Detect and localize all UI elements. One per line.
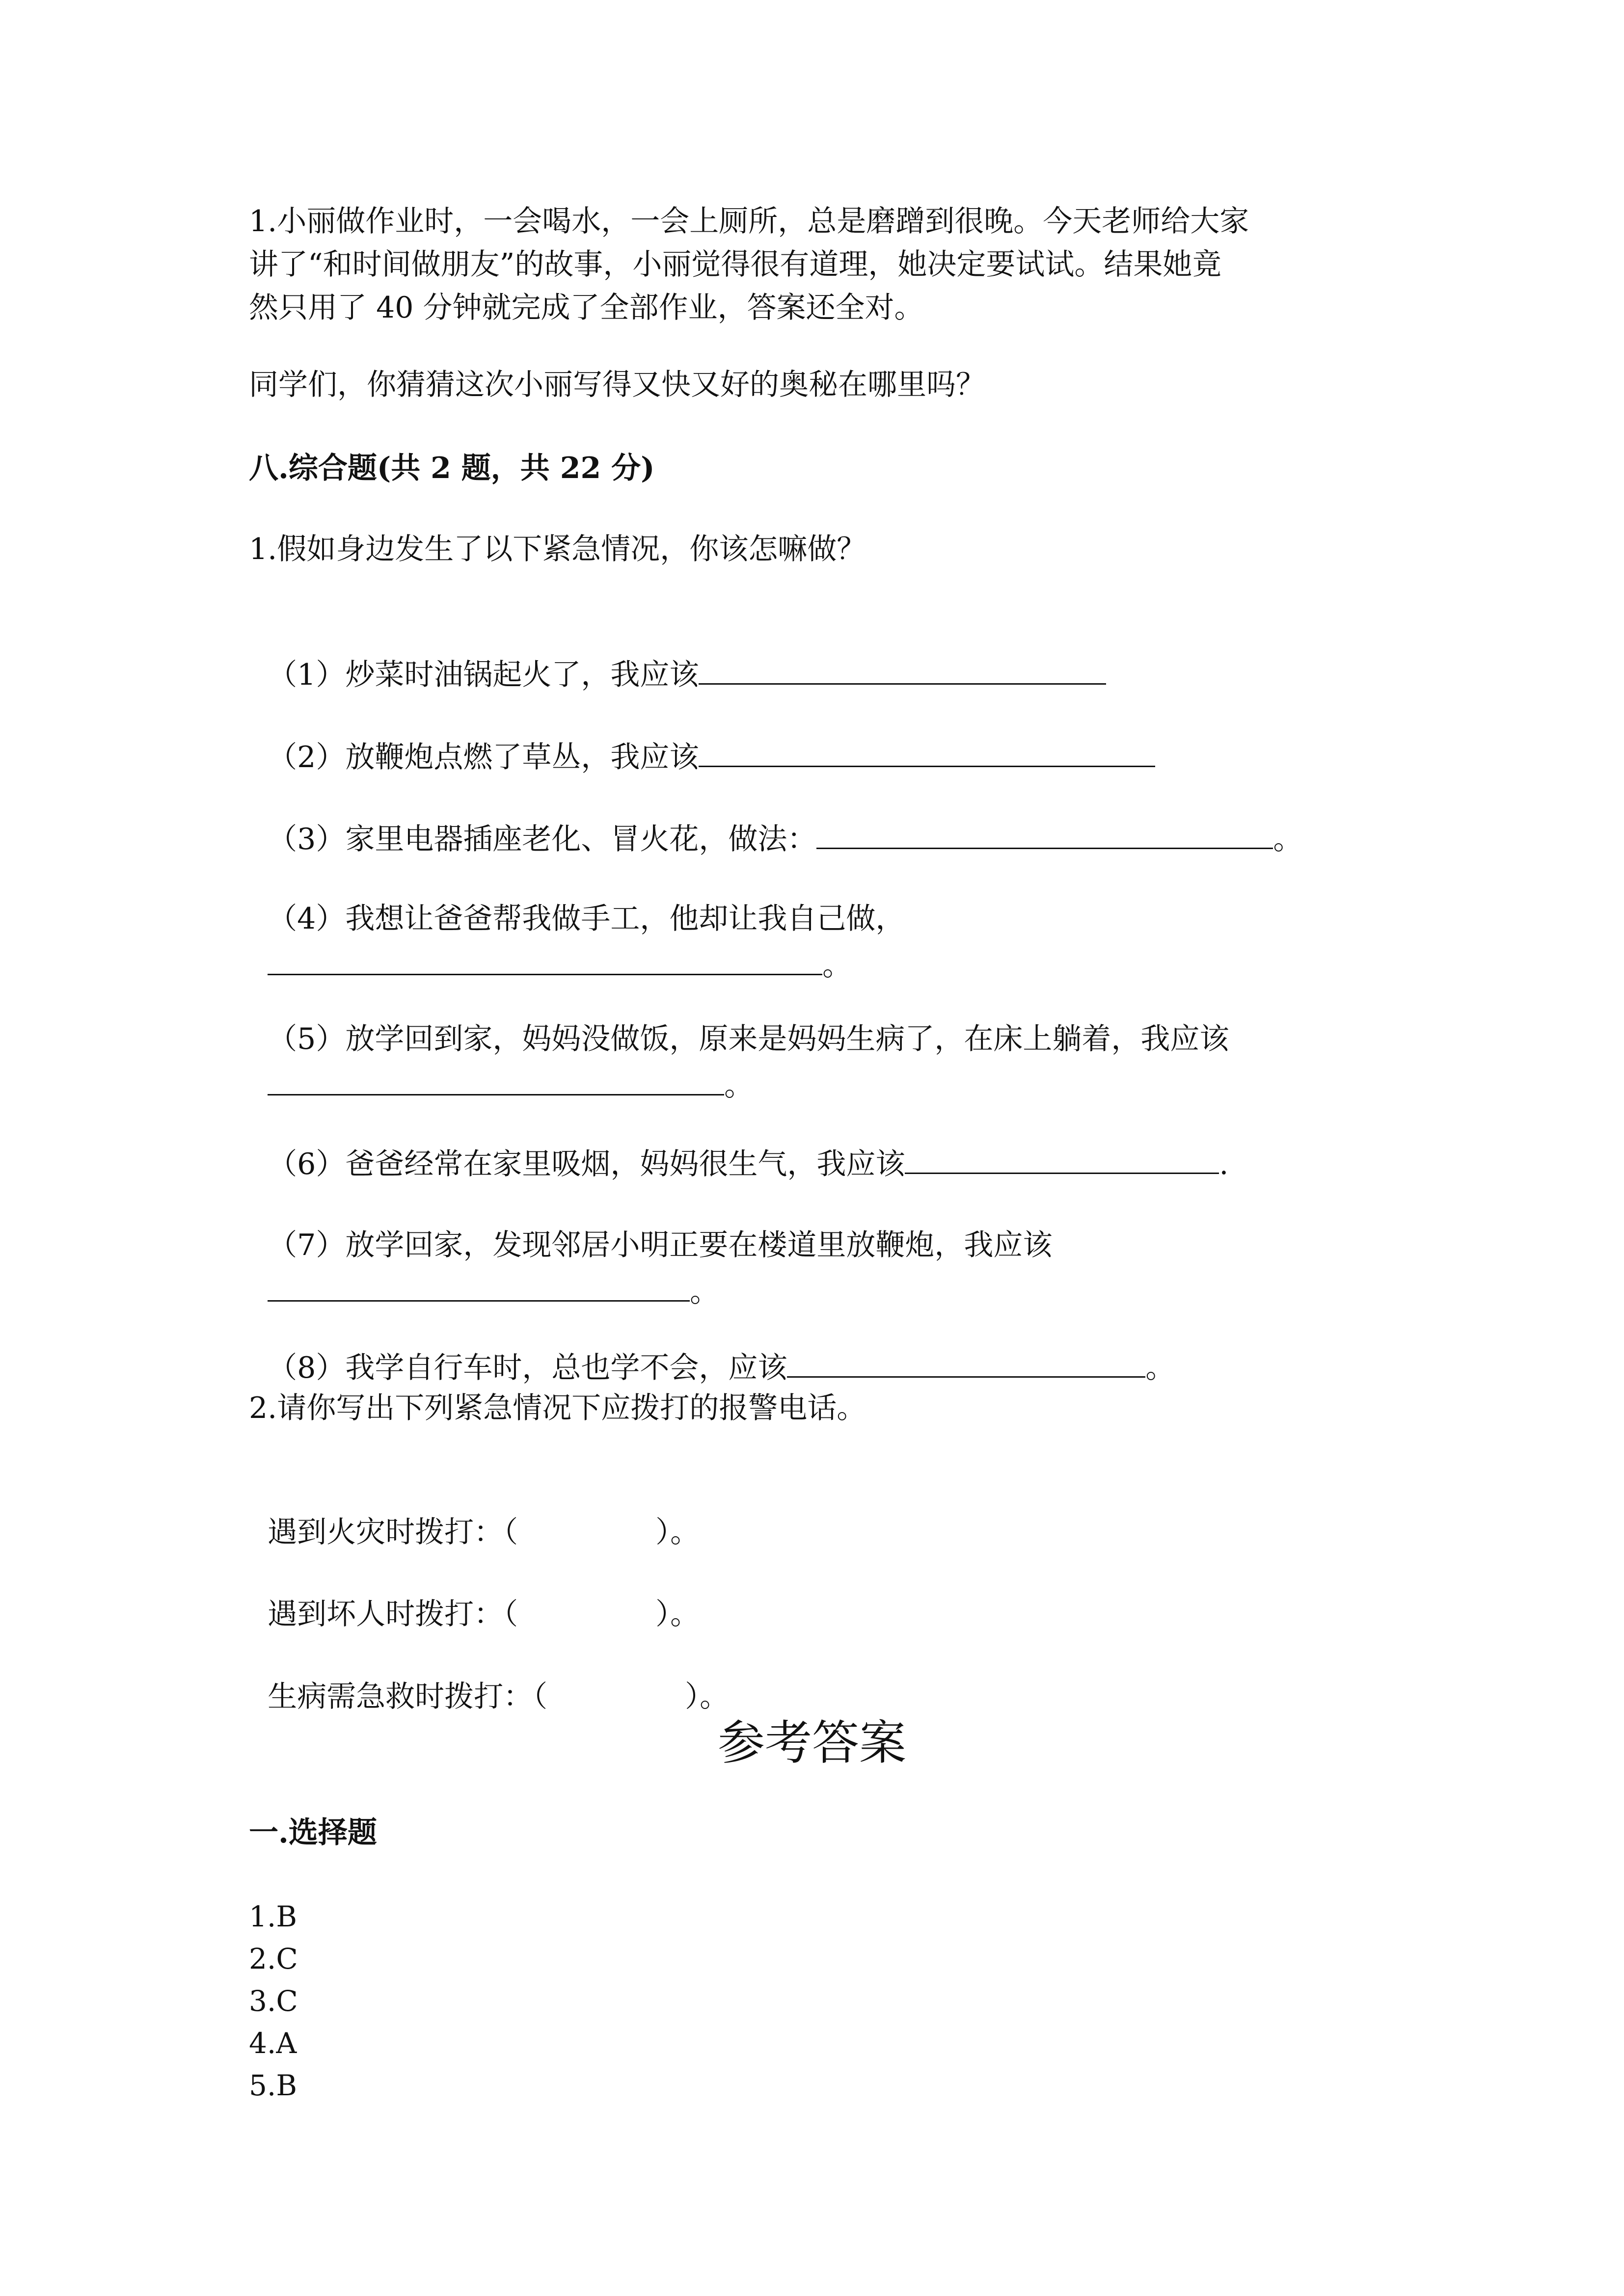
q2-stem: 2.请你写出下列紧急情况下应拨打的报警电话。 <box>249 1391 866 1425</box>
q1-item-3-text: （3）家里电器插座老化、冒火花，做法： <box>268 822 817 856</box>
q1-item-7-answer <box>249 1227 719 1313</box>
q1-item-4-end: 。 <box>822 948 852 983</box>
q1-item-1-text: （1）炒菜时油锅起火了，我应该 <box>268 658 699 692</box>
answer-blank[interactable] <box>787 1347 1145 1378</box>
q2-item-1-label: 遇到火灾时拨打：（ <box>268 1515 518 1549</box>
q2-item-1-close: ）。 <box>655 1515 700 1549</box>
answer-blank[interactable] <box>905 1143 1219 1174</box>
q2-item-3-close: ）。 <box>685 1680 730 1714</box>
answers-title: 参考答案 <box>718 1715 906 1770</box>
q2-item-2 <box>249 1549 700 1636</box>
q1-item-1 <box>249 610 1106 696</box>
answer-blank[interactable] <box>268 1065 724 1095</box>
q1-item-4-text: （4）我想让爸爸帮我做手工，他却让我自己做， <box>268 902 905 936</box>
q1-item-3 <box>249 774 1302 861</box>
answer-item: 3.C <box>249 1984 298 2018</box>
q2-item-2-close: ）。 <box>655 1597 700 1631</box>
answer-blank[interactable] <box>699 736 1155 767</box>
answer-blank[interactable] <box>268 1271 690 1302</box>
q1-item-6 <box>249 1099 1228 1186</box>
answer-item: 5.B <box>249 2069 297 2102</box>
q1-item-6-end: . <box>1219 1147 1229 1181</box>
q1-item-8-end: 。 <box>1145 1351 1175 1385</box>
answers-section-1-heading: 一.选择题 <box>249 1815 377 1850</box>
q1-item-2-text: （2）放鞭炮点燃了草丛，我应该 <box>268 740 699 774</box>
section-8-heading: 八.综合题(共 2 题，共 22 分) <box>249 451 655 485</box>
q2-item-3-label: 生病需急救时拨打：（ <box>268 1680 548 1714</box>
q1-item-2 <box>249 693 1155 779</box>
q2-item-1 <box>249 1468 700 1554</box>
answer-blank[interactable] <box>268 944 822 975</box>
q1-item-8 <box>249 1303 1175 1389</box>
passage-line-3: 然只用了 40 分钟就完成了全部作业，答案还全对。 <box>249 291 924 325</box>
q1-item-8-text: （8）我学自行车时，总也学不会，应该 <box>268 1351 787 1385</box>
q1-item-5-text: （5）放学回到家，妈妈没做饭，原来是妈妈生病了，在床上躺着，我应该 <box>268 1022 1229 1056</box>
q1-item-7-end: 。 <box>690 1275 720 1309</box>
passage-line-2: 讲了“和时间做朋友”的故事，小丽觉得很有道理，她决定要试试。结果她竟 <box>249 247 1222 282</box>
answer-blank[interactable] <box>699 654 1106 685</box>
answer-item: 2.C <box>249 1942 298 1976</box>
q1-item-7-text: （7）放学回家，发现邻居小明正要在楼道里放鞭炮，我应该 <box>268 1228 1053 1262</box>
q2-item-3 <box>249 1632 729 1718</box>
answer-item: 4.A <box>249 2027 297 2060</box>
q1-item-6-text: （6）爸爸经常在家里吸烟，妈妈很生气，我应该 <box>268 1147 905 1181</box>
answer-blank[interactable] <box>816 818 1273 849</box>
q1-item-3-end: 。 <box>1273 822 1303 856</box>
q1-stem: 1.假如身边发生了以下紧急情况，你该怎嘛做？ <box>249 532 866 566</box>
q1-item-5-end: 。 <box>724 1068 754 1103</box>
q2-item-2-label: 遇到坏人时拨打：（ <box>268 1597 518 1631</box>
passage-line-1: 1.小丽做作业时，一会喝水，一会上厕所，总是磨蹭到很晚。今天老师给大家 <box>249 204 1249 239</box>
passage-question: 同学们，你猜猜这次小丽写得又快又好的奥秘在哪里吗？ <box>249 368 985 402</box>
q1-item-5-answer <box>249 1021 754 1107</box>
answer-item: 1.B <box>249 1900 297 1933</box>
